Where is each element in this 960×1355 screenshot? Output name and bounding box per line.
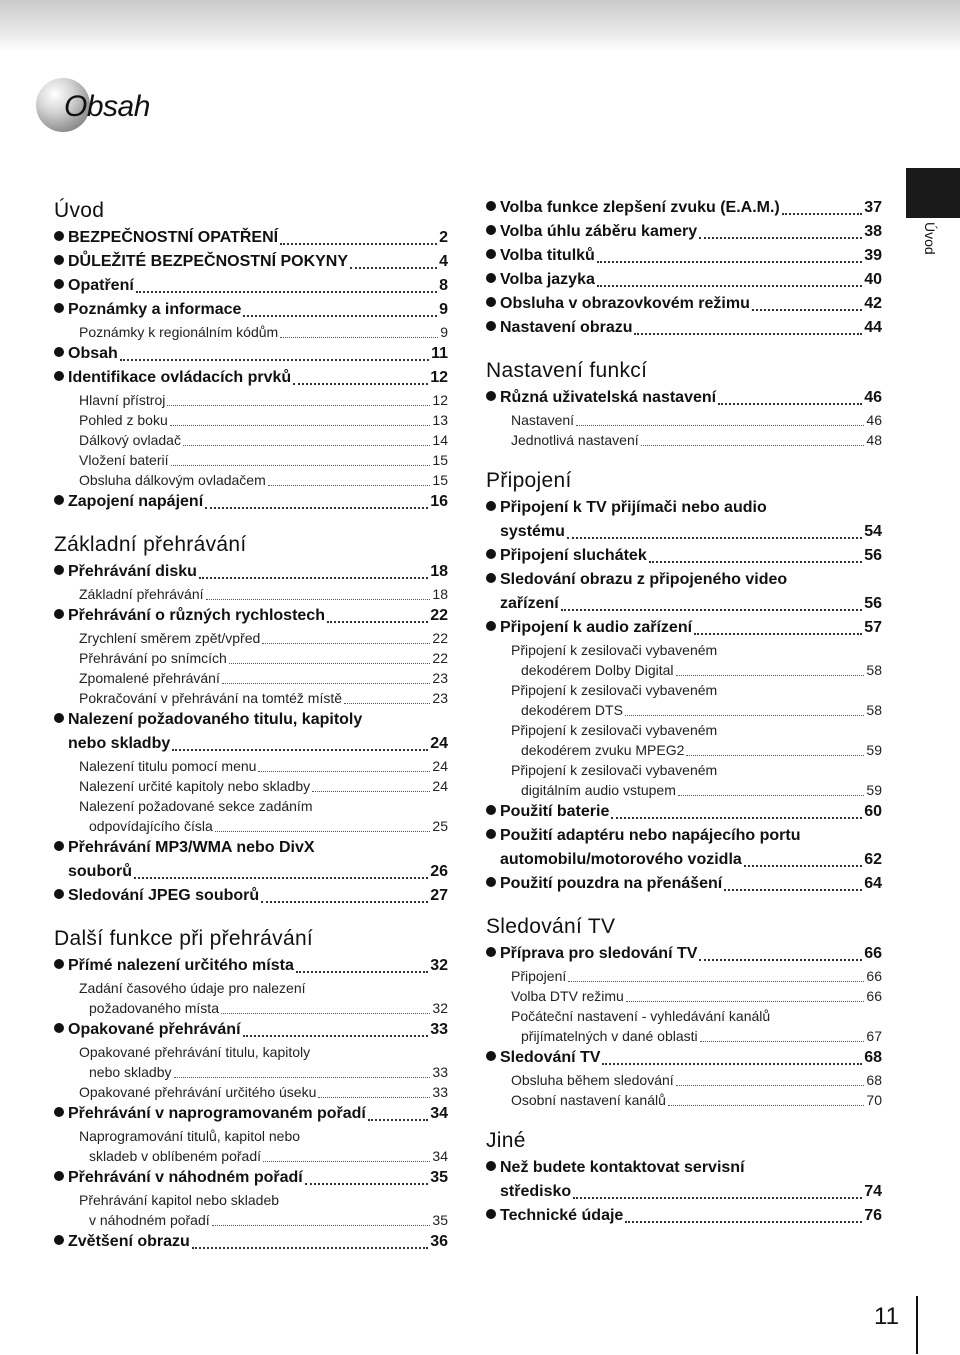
toc-entry[interactable]: [54, 1166, 448, 1190]
entry-page: 12: [430, 369, 448, 386]
bullet-icon: [54, 713, 64, 723]
entry-title: Různá uživatelská nastavení: [500, 389, 717, 406]
entry-title: zařízení: [500, 595, 559, 612]
entry-title: Přehrávání po snímcích: [79, 650, 227, 666]
toc-left-column: [54, 196, 448, 1254]
entry-title: Opakované přehrávání určitého úseku: [79, 1084, 317, 1100]
entry-page: 68: [864, 1049, 882, 1066]
bullet-icon: [486, 877, 496, 887]
entry-title: Obsah: [68, 345, 118, 362]
entry-page: 48: [866, 432, 882, 448]
entry-page: 46: [866, 412, 882, 428]
entry-title: Zadání časového údaje pro nalezení: [79, 980, 306, 996]
entry-page: 56: [864, 547, 882, 564]
entry-title: nebo skladby: [68, 735, 171, 752]
entry-title: Identifikace ovládacích prvků: [68, 369, 292, 386]
toc-entry-continued[interactable]: [486, 592, 882, 616]
entry-title: Připojení k zesilovači vybaveném: [511, 722, 718, 738]
bullet-icon: [486, 249, 496, 259]
toc-entry[interactable]: [54, 1018, 448, 1042]
section-heading: Jiné: [486, 1129, 526, 1152]
section-heading: Připojení: [486, 469, 572, 492]
entry-title: požadovaného místa: [89, 1000, 219, 1016]
entry-page: 37: [864, 199, 882, 216]
entry-title: Vložení baterií: [79, 452, 169, 468]
entry-title: Přehrávání v náhodném pořadí: [68, 1169, 303, 1186]
toc-subentry[interactable]: [486, 760, 882, 780]
section-heading: Úvod: [54, 199, 105, 222]
entry-page: 9: [439, 301, 448, 318]
bullet-icon: [54, 889, 64, 899]
entry-page: 35: [430, 1169, 448, 1186]
entry-title: Jednotlivá nastavení: [511, 432, 639, 448]
entry-page: 15: [432, 452, 448, 468]
entry-title: Poznámky k regionálním kódům: [79, 324, 279, 340]
toc-subentry[interactable]: [486, 680, 882, 700]
entry-page: 68: [866, 1072, 882, 1088]
entry-page: 66: [864, 945, 882, 962]
entry-page: 24: [432, 778, 448, 794]
toc-subentry-continued[interactable]: [54, 1210, 448, 1230]
entry-title: skladeb v oblíbeném pořadí: [89, 1148, 261, 1164]
entry-page: 62: [864, 851, 882, 868]
toc-subentry-continued[interactable]: [486, 700, 882, 720]
toc-subentry[interactable]: [486, 966, 882, 986]
bullet-icon: [54, 1171, 64, 1181]
entry-page: 32: [432, 1000, 448, 1016]
entry-page: 59: [866, 782, 882, 798]
toc-entry[interactable]: [486, 292, 882, 316]
entry-page: 18: [430, 563, 448, 580]
toc-entry[interactable]: [486, 1204, 882, 1228]
page-number-rule: [916, 1296, 918, 1354]
entry-page: 44: [864, 319, 882, 336]
entry-title: Připojení k zesilovači vybaveném: [511, 762, 718, 778]
entry-title: Naprogramování titulů, kapitol nebo: [79, 1128, 301, 1144]
toc-entry-continued[interactable]: [486, 1180, 882, 1204]
entry-title: Přehrávání disku: [68, 563, 197, 580]
entry-page: 58: [866, 662, 882, 678]
toc-entry[interactable]: [486, 568, 882, 592]
entry-title: Nastavení obrazu: [500, 319, 633, 336]
entry-title: Osobní nastavení kanálů: [511, 1092, 666, 1108]
entry-title: nebo skladby: [89, 1064, 172, 1080]
toc-entry[interactable]: [486, 1046, 882, 1070]
entry-title: Obsluha v obrazovkovém režimu: [500, 295, 750, 312]
section-tab-label: Úvod: [922, 222, 938, 255]
entry-title: odpovídajícího čísla: [89, 818, 213, 834]
entry-title: Volba DTV režimu: [511, 988, 624, 1004]
page-title-logo: [36, 78, 236, 138]
toc-subentry[interactable]: [54, 668, 448, 688]
entry-title: Přehrávání v naprogramovaném pořadí: [68, 1105, 366, 1122]
entry-page: 14: [432, 432, 448, 448]
entry-title: Příprava pro sledování TV: [500, 945, 698, 962]
bullet-icon: [54, 303, 64, 313]
bullet-icon: [486, 573, 496, 583]
toc-entry[interactable]: [486, 616, 882, 640]
entry-page: 56: [864, 595, 882, 612]
entry-title: Zvětšení obrazu: [68, 1233, 190, 1250]
entry-title: dekodérem DTS: [521, 702, 623, 718]
entry-title: středisko: [500, 1183, 572, 1200]
toc-entry[interactable]: [486, 268, 882, 292]
bullet-icon: [54, 347, 64, 357]
entry-page: 74: [864, 1183, 882, 1200]
toc-subentry[interactable]: [486, 410, 882, 430]
entry-page: 16: [430, 493, 448, 510]
entry-title: digitálním audio vstupem: [521, 782, 676, 798]
entry-title: automobilu/motorového vozidla: [500, 851, 742, 868]
entry-page: 22: [432, 630, 448, 646]
entry-page: 33: [432, 1064, 448, 1080]
entry-page: 64: [864, 875, 882, 892]
entry-title: Zpomalené přehrávání: [79, 670, 220, 686]
toc-entry[interactable]: [486, 496, 882, 520]
bullet-icon: [486, 549, 496, 559]
entry-title: Zrychlení směrem zpět/vpřed: [79, 630, 261, 646]
entry-page: 70: [866, 1092, 882, 1108]
bullet-icon: [54, 1023, 64, 1033]
toc-entry[interactable]: [486, 800, 882, 824]
section-heading: Další funkce při přehrávání: [54, 927, 314, 950]
toc-entry-continued[interactable]: [486, 848, 882, 872]
bullet-icon: [486, 201, 496, 211]
bullet-icon: [54, 959, 64, 969]
entry-page: 8: [439, 277, 448, 294]
toc-subentry[interactable]: [486, 430, 882, 450]
entry-page: 13: [432, 412, 448, 428]
toc-subentry[interactable]: [54, 410, 448, 430]
entry-page: 32: [430, 957, 448, 974]
toc-subentry[interactable]: [54, 978, 448, 998]
entry-page: 23: [432, 690, 448, 706]
toc-entry[interactable]: [486, 824, 882, 848]
entry-page: 39: [864, 247, 882, 264]
toc-subentry-continued[interactable]: [486, 1026, 882, 1046]
entry-title: Nalezení titulu pomocí menu: [79, 758, 257, 774]
entry-page: 24: [430, 735, 448, 752]
toc-subentry[interactable]: [486, 720, 882, 740]
bullet-icon: [486, 321, 496, 331]
entry-page: 66: [866, 988, 882, 1004]
toc-entry[interactable]: [54, 884, 448, 908]
entry-title: BEZPEČNOSTNÍ OPATŘENÍ: [68, 229, 279, 246]
toc-entry[interactable]: [54, 1230, 448, 1254]
entry-title: Technické údaje: [500, 1207, 624, 1224]
bullet-icon: [486, 947, 496, 957]
entry-page: 60: [864, 803, 882, 820]
entry-page: 33: [430, 1021, 448, 1038]
entry-page: 42: [864, 295, 882, 312]
toc-subentry[interactable]: [54, 1126, 448, 1146]
section-heading: Nastavení funkcí: [486, 359, 648, 382]
entry-page: 26: [430, 863, 448, 880]
toc-entry[interactable]: [54, 342, 448, 366]
entry-title: Pokračování v přehrávání na tomtéž místě: [79, 690, 343, 706]
entry-title: Nalezení určité kapitoly nebo skladby: [79, 778, 311, 794]
entry-title: Použití adaptéru nebo napájecího portu: [500, 827, 801, 844]
toc-subentry[interactable]: [54, 1042, 448, 1062]
entry-title: Počáteční nastavení - vyhledávání kanálů: [511, 1008, 771, 1024]
toc-subentry-continued[interactable]: [54, 1062, 448, 1082]
bullet-icon: [54, 231, 64, 241]
toc-subentry-continued[interactable]: [54, 1146, 448, 1166]
entry-page: 27: [430, 887, 448, 904]
toc-subentry[interactable]: [54, 1190, 448, 1210]
toc-subentry[interactable]: [486, 1006, 882, 1026]
toc-entry[interactable]: [54, 836, 448, 860]
bullet-icon: [54, 279, 64, 289]
entry-title: Poznámky a informace: [68, 301, 242, 318]
entry-page: 12: [432, 392, 448, 408]
bullet-icon: [54, 565, 64, 575]
toc-entry[interactable]: [54, 250, 448, 274]
entry-title: Připojení k TV přijímači nebo audio: [500, 499, 767, 516]
entry-title: Volba úhlu záběru kamery: [500, 223, 698, 240]
toc-entry[interactable]: [486, 942, 882, 966]
entry-page: 22: [430, 607, 448, 624]
entry-title: Obsluha dálkovým ovladačem: [79, 472, 266, 488]
toc-entry[interactable]: [54, 1102, 448, 1126]
entry-title: Zapojení napájení: [68, 493, 204, 510]
entry-title: Sledování JPEG souborů: [68, 887, 260, 904]
entry-page: 22: [432, 650, 448, 666]
bullet-icon: [486, 805, 496, 815]
entry-title: Volba funkce zlepšení zvuku (E.A.M.): [500, 199, 780, 216]
toc-entry-continued[interactable]: [54, 860, 448, 884]
bullet-icon: [486, 621, 496, 631]
toc-entry[interactable]: [54, 274, 448, 298]
entry-title: Opakované přehrávání: [68, 1021, 241, 1038]
section-heading: Sledování TV: [486, 915, 616, 938]
toc-subentry[interactable]: [486, 640, 882, 660]
toc-subentry[interactable]: [54, 776, 448, 796]
entry-title: Použití baterie: [500, 803, 610, 820]
entry-page: 57: [864, 619, 882, 636]
entry-title: Než budete kontaktovat servisní: [500, 1159, 745, 1176]
toc-entry[interactable]: [54, 226, 448, 250]
entry-page: 15: [432, 472, 448, 488]
entry-title: Přehrávání kapitol nebo skladeb: [79, 1192, 280, 1208]
toc-entry[interactable]: [486, 1156, 882, 1180]
entry-title: Sledování TV: [500, 1049, 601, 1066]
toc-subentry[interactable]: [54, 648, 448, 668]
entry-page: 58: [866, 702, 882, 718]
entry-page: 23: [432, 670, 448, 686]
entry-page: 4: [439, 253, 448, 270]
toc-subentry[interactable]: [54, 756, 448, 776]
entry-title: Sledování obrazu z připojeného video: [500, 571, 788, 588]
entry-page: 2: [439, 229, 448, 246]
toc-subentry[interactable]: [54, 628, 448, 648]
entry-title: Připojení k zesilovači vybaveném: [511, 642, 718, 658]
entry-title: Nastavení: [511, 412, 575, 428]
entry-title: Připojení k zesilovači vybaveném: [511, 682, 718, 698]
bullet-icon: [486, 829, 496, 839]
entry-page: 18: [432, 586, 448, 602]
toc-subentry[interactable]: [54, 322, 448, 342]
entry-title: Opatření: [68, 277, 134, 294]
toc-subentry[interactable]: [486, 1090, 882, 1110]
bullet-icon: [486, 273, 496, 283]
entry-page: 40: [864, 271, 882, 288]
entry-page: 59: [866, 742, 882, 758]
toc-subentry-continued[interactable]: [486, 780, 882, 800]
entry-page: 54: [864, 523, 882, 540]
toc-entry[interactable]: [54, 954, 448, 978]
entry-title: Dálkový ovladač: [79, 432, 181, 448]
bullet-icon: [486, 1209, 496, 1219]
toc-entry[interactable]: [486, 196, 882, 220]
bullet-icon: [486, 297, 496, 307]
entry-title: Pohled z boku: [79, 412, 168, 428]
toc-entry[interactable]: [54, 604, 448, 628]
bullet-icon: [54, 255, 64, 265]
bullet-icon: [486, 1051, 496, 1061]
entry-page: 67: [866, 1028, 882, 1044]
bullet-icon: [54, 841, 64, 851]
toc-entry[interactable]: [54, 708, 448, 732]
page-number: 11: [874, 1303, 899, 1330]
entry-page: 46: [864, 389, 882, 406]
toc-subentry[interactable]: [54, 688, 448, 708]
entry-title: Obsluha během sledování: [511, 1072, 674, 1088]
entry-title: dekodérem Dolby Digital: [521, 662, 674, 678]
toc-entry-continued[interactable]: [54, 732, 448, 756]
entry-title: v náhodném pořadí: [89, 1212, 210, 1228]
entry-title: Přehrávání o různých rychlostech: [68, 607, 325, 624]
bullet-icon: [54, 371, 64, 381]
entry-page: 11: [431, 345, 448, 362]
entry-title: Nalezení požadované sekce zadáním: [79, 798, 313, 814]
entry-title: Připojení k audio zařízení: [500, 619, 693, 636]
toc-subentry[interactable]: [54, 1082, 448, 1102]
toc-subentry-continued[interactable]: [54, 816, 448, 836]
entry-page: 9: [440, 324, 448, 340]
entry-title: přijímatelných v dané oblasti: [521, 1028, 698, 1044]
section-heading: Základní přehrávání: [54, 533, 247, 556]
toc-subentry-continued[interactable]: [486, 660, 882, 680]
entry-title: Připojení sluchátek: [500, 547, 647, 564]
toc-subentry[interactable]: [54, 450, 448, 470]
bullet-icon: [486, 1161, 496, 1171]
toc-entry[interactable]: [486, 220, 882, 244]
toc-subentry-continued[interactable]: [486, 740, 882, 760]
entry-page: 24: [432, 758, 448, 774]
bullet-icon: [54, 1107, 64, 1117]
entry-page: 33: [432, 1084, 448, 1100]
bullet-icon: [54, 495, 64, 505]
entry-page: 34: [432, 1148, 448, 1164]
toc-entry[interactable]: [54, 366, 448, 390]
toc-entry[interactable]: [54, 560, 448, 584]
entry-title: souborů: [68, 863, 132, 880]
toc-right-column: [486, 196, 882, 1228]
entry-title: Připojení: [511, 968, 567, 984]
entry-title: DŮLEŽITÉ BEZPEČNOSTNÍ POKYNY: [68, 253, 349, 270]
entry-page: 34: [430, 1105, 448, 1122]
bullet-icon: [54, 609, 64, 619]
entry-title: systému: [500, 523, 565, 540]
bullet-icon: [486, 501, 496, 511]
entry-page: 66: [866, 968, 882, 984]
toc-entry[interactable]: [54, 490, 448, 514]
entry-title: Základní přehrávání: [79, 586, 204, 602]
entry-page: 25: [432, 818, 448, 834]
toc-subentry-continued[interactable]: [54, 998, 448, 1018]
toc-subentry[interactable]: [486, 1070, 882, 1090]
toc-entry[interactable]: [486, 544, 882, 568]
section-tab-marker: [906, 168, 960, 218]
entry-title: Nalezení požadovaného titulu, kapitoly: [68, 711, 363, 728]
entry-title: Opakované přehrávání titulu, kapitoly: [79, 1044, 311, 1060]
entry-title: dekodérem zvuku MPEG2: [521, 742, 685, 758]
toc-entry-continued[interactable]: [486, 520, 882, 544]
toc-entry[interactable]: [486, 316, 882, 340]
toc-subentry[interactable]: [486, 986, 882, 1006]
entry-page: 36: [430, 1233, 448, 1250]
bullet-icon: [54, 1235, 64, 1245]
toc-entry[interactable]: [486, 386, 882, 410]
entry-title: Použití pouzdra na přenášení: [500, 875, 723, 892]
bullet-icon: [486, 391, 496, 401]
toc-subentry[interactable]: [54, 584, 448, 604]
entry-title: Volba titulků: [500, 247, 595, 264]
entry-title: Volba jazyka: [500, 271, 595, 288]
toc-entry[interactable]: [486, 244, 882, 268]
entry-page: 76: [864, 1207, 882, 1224]
entry-page: 38: [864, 223, 882, 240]
toc-entry[interactable]: [486, 872, 882, 896]
page-title: Obsah: [64, 90, 150, 123]
top-gradient-bar: [0, 0, 960, 52]
entry-title: Hlavní přístroj: [79, 392, 166, 408]
toc-entry[interactable]: [54, 298, 448, 322]
toc-subentry[interactable]: [54, 390, 448, 410]
entry-title: Přehrávání MP3/WMA nebo DivX: [68, 839, 315, 856]
toc-subentry[interactable]: [54, 430, 448, 450]
entry-title: Přímé nalezení určitého místa: [68, 957, 294, 974]
entry-page: 35: [432, 1212, 448, 1228]
toc-subentry[interactable]: [54, 470, 448, 490]
toc-subentry[interactable]: [54, 796, 448, 816]
bullet-icon: [486, 225, 496, 235]
